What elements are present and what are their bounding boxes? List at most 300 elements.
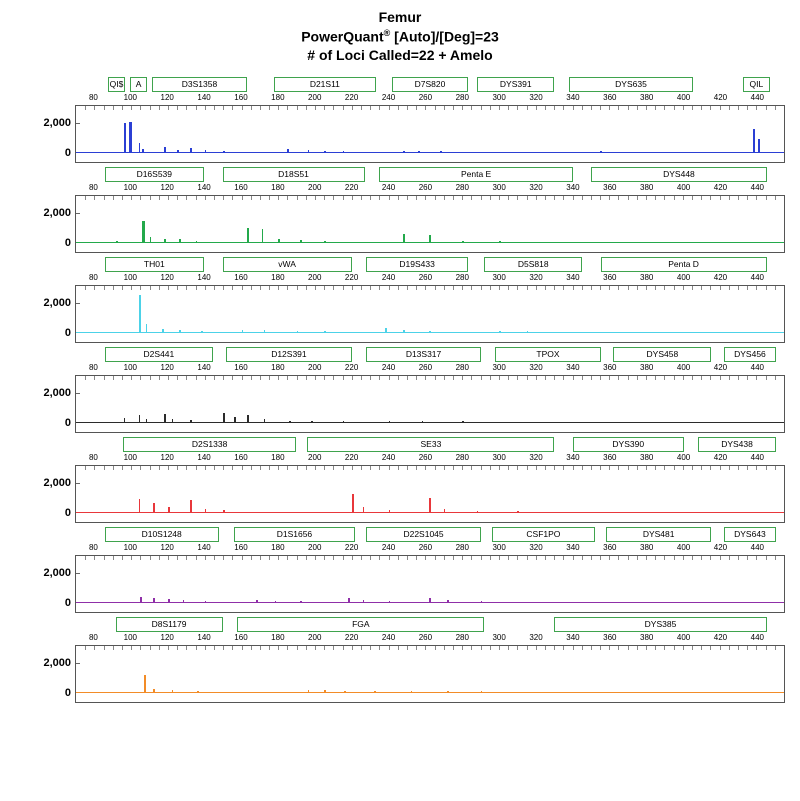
allele-peak bbox=[683, 602, 685, 604]
x-tick-label: 400 bbox=[676, 363, 691, 373]
x-axis-tick-labels bbox=[75, 453, 785, 465]
allele-peak bbox=[150, 237, 152, 243]
x-tick-label: 400 bbox=[676, 93, 691, 103]
x-tick-label: 400 bbox=[676, 453, 691, 463]
dye-panel-4 bbox=[0, 347, 800, 437]
locus-strip bbox=[75, 257, 785, 273]
x-tick-label: 400 bbox=[676, 183, 691, 193]
x-tick-label: 180 bbox=[271, 363, 285, 373]
x-tick-label: 400 bbox=[676, 633, 691, 643]
x-tick-label: 200 bbox=[308, 633, 322, 643]
allele-peak bbox=[758, 139, 760, 153]
allele-peak bbox=[197, 691, 199, 693]
allele-peak bbox=[573, 692, 575, 694]
allele-peak bbox=[223, 510, 225, 513]
allele-peak bbox=[190, 420, 192, 423]
allele-peak bbox=[499, 422, 501, 424]
trace-baseline bbox=[76, 422, 784, 423]
allele-peak bbox=[363, 600, 365, 604]
x-tick-label: 140 bbox=[197, 183, 211, 193]
x-axis-tick-labels bbox=[75, 633, 785, 645]
allele-peak bbox=[582, 422, 584, 424]
x-tick-label: 280 bbox=[455, 183, 469, 193]
allele-peak bbox=[447, 691, 449, 693]
plot-wrapper bbox=[30, 645, 785, 703]
locus-box-d2s1338[interactable]: D2S1338 bbox=[123, 437, 296, 452]
x-tick-label: 80 bbox=[88, 633, 98, 643]
x-tick-label: 200 bbox=[308, 363, 322, 373]
x-tick-label: 100 bbox=[123, 183, 137, 193]
x-tick-label: 140 bbox=[197, 633, 211, 643]
plot-wrapper bbox=[30, 195, 785, 253]
allele-peak bbox=[201, 331, 203, 334]
x-tick-label: 340 bbox=[566, 93, 580, 103]
x-tick-label: 100 bbox=[123, 543, 137, 553]
y-tick-label-0: 0 bbox=[64, 236, 71, 249]
locus-box-dys458[interactable]: DYS458 bbox=[613, 347, 711, 362]
allele-peak bbox=[139, 499, 141, 514]
x-tick-label: 400 bbox=[676, 543, 691, 553]
loci-called-line: # of Loci Called=22 + Amelo bbox=[307, 47, 493, 64]
allele-peak bbox=[447, 600, 449, 603]
locus-strip bbox=[75, 167, 785, 183]
allele-peak bbox=[411, 691, 413, 693]
y-axis-labels bbox=[30, 195, 75, 253]
x-tick-label: 320 bbox=[529, 183, 543, 193]
locus-box-dys438[interactable]: DYS438 bbox=[698, 437, 775, 452]
allele-peak bbox=[205, 601, 207, 603]
dye-panel-2 bbox=[0, 167, 800, 257]
locus-box-dys643[interactable]: DYS643 bbox=[724, 527, 776, 542]
x-tick-label: 120 bbox=[160, 633, 174, 643]
allele-peak bbox=[462, 241, 464, 243]
x-tick-label: 200 bbox=[308, 543, 322, 553]
allele-peak bbox=[177, 150, 179, 153]
x-tick-label: 380 bbox=[640, 633, 654, 643]
x-tick-label: 320 bbox=[529, 273, 543, 283]
x-tick-label: 300 bbox=[492, 633, 506, 643]
x-tick-label: 80 bbox=[88, 183, 98, 193]
allele-peak bbox=[683, 332, 685, 334]
x-tick-label: 140 bbox=[197, 363, 211, 373]
allele-peak bbox=[324, 331, 326, 333]
x-tick-label: 300 bbox=[492, 543, 506, 553]
x-tick-label: 240 bbox=[381, 543, 396, 553]
allele-peak bbox=[429, 598, 431, 603]
allele-peak bbox=[418, 151, 420, 153]
x-tick-label: 320 bbox=[529, 93, 543, 103]
allele-peak bbox=[196, 241, 198, 243]
x-tick-label: 220 bbox=[344, 453, 359, 463]
allele-peak bbox=[344, 691, 346, 694]
panel-stack bbox=[0, 77, 800, 707]
top-tickmarks bbox=[76, 466, 784, 472]
dye-panel-6 bbox=[0, 527, 800, 617]
x-tick-label: 220 bbox=[344, 363, 359, 373]
locus-box-a[interactable]: A bbox=[130, 77, 147, 92]
x-tick-label: 280 bbox=[455, 273, 469, 283]
allele-peak bbox=[352, 494, 354, 513]
x-tick-label: 380 bbox=[640, 363, 654, 373]
trace-baseline bbox=[76, 692, 784, 693]
locus-box-dys448[interactable]: DYS448 bbox=[591, 167, 766, 182]
allele-peak bbox=[153, 598, 155, 603]
plot-wrapper bbox=[30, 105, 785, 163]
allele-peak bbox=[190, 148, 192, 153]
allele-peak bbox=[172, 690, 174, 693]
y-axis-labels bbox=[30, 645, 75, 703]
trace-plot-2[interactable] bbox=[75, 195, 785, 253]
locus-box-dys385[interactable]: DYS385 bbox=[554, 617, 766, 632]
top-tickmarks bbox=[76, 196, 784, 202]
locus-box-d18s51[interactable]: D18S51 bbox=[223, 167, 365, 182]
allele-peak bbox=[499, 152, 501, 154]
x-tick-label: 160 bbox=[234, 183, 248, 193]
x-tick-label: 300 bbox=[492, 93, 506, 103]
x-tick-label: 220 bbox=[344, 273, 359, 283]
allele-peak bbox=[179, 239, 181, 243]
allele-peak bbox=[664, 422, 666, 424]
trace-plot-5[interactable] bbox=[75, 465, 785, 523]
allele-peak bbox=[527, 331, 529, 333]
allele-peak bbox=[440, 151, 442, 153]
title-block bbox=[0, 0, 800, 65]
allele-peak bbox=[190, 500, 192, 514]
allele-peak bbox=[389, 601, 391, 603]
allele-peak bbox=[609, 602, 611, 604]
x-axis-tick-labels bbox=[75, 93, 785, 105]
allele-peak bbox=[153, 689, 155, 694]
top-tickmarks bbox=[76, 556, 784, 562]
allele-peak bbox=[324, 241, 326, 243]
trace-plot-7[interactable] bbox=[75, 645, 785, 703]
x-tick-label: 260 bbox=[418, 543, 433, 553]
x-tick-label: 360 bbox=[603, 363, 617, 373]
x-tick-label: 340 bbox=[566, 453, 580, 463]
registered-mark: ® bbox=[383, 27, 391, 38]
y-axis-labels bbox=[30, 465, 75, 523]
allele-peak bbox=[311, 421, 313, 423]
allele-peak bbox=[324, 151, 326, 153]
allele-peak bbox=[297, 331, 299, 333]
allele-peak bbox=[308, 150, 310, 154]
x-tick-label: 420 bbox=[713, 183, 728, 193]
allele-peak bbox=[403, 330, 405, 333]
x-tick-label: 240 bbox=[381, 633, 396, 643]
locus-box-d10s1248[interactable]: D10S1248 bbox=[105, 527, 219, 542]
allele-peak bbox=[223, 413, 225, 424]
x-tick-label: 420 bbox=[713, 273, 728, 283]
locus-strip bbox=[75, 617, 785, 633]
top-tickmarks bbox=[76, 376, 784, 382]
x-tick-label: 280 bbox=[455, 93, 469, 103]
locus-box-dys391[interactable]: DYS391 bbox=[477, 77, 554, 92]
x-tick-label: 280 bbox=[455, 453, 469, 463]
allele-peak bbox=[146, 419, 148, 424]
allele-peak bbox=[116, 241, 118, 244]
allele-peak bbox=[499, 241, 501, 243]
allele-peak bbox=[429, 498, 431, 513]
locus-box-dys481[interactable]: DYS481 bbox=[606, 527, 711, 542]
locus-box-d16s539[interactable]: D16S539 bbox=[105, 167, 205, 182]
locus-box-d2s441[interactable]: D2S441 bbox=[105, 347, 214, 362]
x-tick-label: 120 bbox=[160, 183, 174, 193]
locus-box-vwa[interactable]: vWA bbox=[223, 257, 352, 272]
x-tick-label: 380 bbox=[640, 183, 654, 193]
x-tick-label: 440 bbox=[750, 453, 765, 463]
x-tick-label: 80 bbox=[88, 273, 98, 283]
plot-wrapper bbox=[30, 465, 785, 523]
locus-strip bbox=[75, 347, 785, 363]
plot-wrapper bbox=[30, 285, 785, 343]
allele-peak bbox=[477, 511, 479, 514]
allele-peak bbox=[278, 239, 280, 244]
x-tick-label: 420 bbox=[713, 93, 728, 103]
x-tick-label: 180 bbox=[271, 633, 285, 643]
locus-box-dys456[interactable]: DYS456 bbox=[724, 347, 776, 362]
allele-peak bbox=[205, 150, 207, 153]
x-tick-label: 200 bbox=[308, 273, 322, 283]
x-tick-label: 280 bbox=[455, 543, 469, 553]
allele-peak bbox=[247, 415, 249, 423]
allele-peak bbox=[139, 295, 141, 333]
x-tick-label: 320 bbox=[529, 633, 543, 643]
allele-peak bbox=[753, 129, 755, 154]
subtitle-suffix: [Auto]/[Deg]=23 bbox=[390, 28, 499, 45]
allele-peak bbox=[403, 151, 405, 154]
x-tick-label: 240 bbox=[381, 183, 396, 193]
trace-plot-3[interactable] bbox=[75, 285, 785, 343]
allele-peak bbox=[720, 422, 722, 424]
locus-box-d7s820[interactable]: D7S820 bbox=[392, 77, 468, 92]
allele-peak bbox=[363, 507, 365, 513]
x-tick-label: 380 bbox=[640, 453, 654, 463]
subtitle-powerquant bbox=[0, 27, 800, 47]
x-tick-label: 340 bbox=[566, 633, 580, 643]
x-tick-label: 260 bbox=[418, 183, 433, 193]
y-tick-label-0: 0 bbox=[64, 596, 71, 609]
x-tick-label: 160 bbox=[234, 543, 248, 553]
allele-peak bbox=[256, 600, 258, 603]
x-tick-label: 420 bbox=[713, 363, 728, 373]
y-tick-label-0: 0 bbox=[64, 326, 71, 339]
locus-box-dys390[interactable]: DYS390 bbox=[573, 437, 684, 452]
trace-plot-1[interactable] bbox=[75, 105, 785, 163]
x-tick-label: 100 bbox=[123, 273, 137, 283]
x-tick-label: 280 bbox=[455, 633, 469, 643]
locus-box-fga[interactable]: FGA bbox=[237, 617, 484, 632]
allele-peak bbox=[162, 329, 164, 334]
allele-peak bbox=[164, 147, 166, 153]
allele-peak bbox=[517, 511, 519, 513]
x-tick-label: 340 bbox=[566, 183, 580, 193]
allele-peak bbox=[422, 421, 424, 423]
x-tick-label: 300 bbox=[492, 183, 506, 193]
locus-box-se33[interactable]: SE33 bbox=[307, 437, 554, 452]
allele-peak bbox=[429, 235, 431, 244]
x-tick-label: 120 bbox=[160, 363, 174, 373]
x-tick-label: 300 bbox=[492, 363, 506, 373]
y-tick-label-0: 0 bbox=[64, 686, 71, 699]
allele-peak bbox=[139, 415, 141, 424]
dye-panel-3 bbox=[0, 257, 800, 347]
x-tick-label: 160 bbox=[234, 453, 248, 463]
x-tick-label: 220 bbox=[344, 543, 359, 553]
x-tick-label: 320 bbox=[529, 363, 543, 373]
allele-peak bbox=[481, 691, 483, 693]
allele-peak bbox=[264, 419, 266, 423]
x-tick-label: 300 bbox=[492, 273, 506, 283]
x-tick-label: 200 bbox=[308, 183, 322, 193]
locus-box-penta-e[interactable]: Penta E bbox=[379, 167, 573, 182]
locus-box-qi-[interactable]: QI$ bbox=[108, 77, 125, 92]
allele-peak bbox=[403, 234, 405, 244]
allele-peak bbox=[262, 229, 264, 243]
x-tick-label: 160 bbox=[234, 273, 248, 283]
trace-plot-6[interactable] bbox=[75, 555, 785, 613]
x-tick-label: 120 bbox=[160, 543, 174, 553]
y-tick-label-2000: 2,000 bbox=[43, 386, 71, 399]
x-tick-label: 400 bbox=[676, 273, 691, 283]
locus-box-penta-d[interactable]: Penta D bbox=[601, 257, 767, 272]
dye-panel-5 bbox=[0, 437, 800, 527]
x-tick-label: 160 bbox=[234, 633, 248, 643]
x-axis-tick-labels bbox=[75, 273, 785, 285]
y-axis-labels bbox=[30, 555, 75, 613]
x-tick-label: 100 bbox=[123, 453, 137, 463]
allele-peak bbox=[234, 417, 236, 423]
allele-peak bbox=[499, 331, 501, 333]
x-tick-label: 440 bbox=[750, 93, 765, 103]
x-tick-label: 440 bbox=[750, 633, 765, 643]
locus-box-csf1po[interactable]: CSF1PO bbox=[492, 527, 595, 542]
y-tick-label-2000: 2,000 bbox=[43, 296, 71, 309]
locus-strip bbox=[75, 77, 785, 93]
allele-peak bbox=[146, 324, 148, 333]
x-tick-label: 220 bbox=[344, 183, 359, 193]
trace-plot-4[interactable] bbox=[75, 375, 785, 433]
x-tick-label: 200 bbox=[308, 453, 322, 463]
x-tick-label: 240 bbox=[381, 93, 396, 103]
x-tick-label: 180 bbox=[271, 273, 285, 283]
y-axis-labels bbox=[30, 285, 75, 343]
locus-box-dys635[interactable]: DYS635 bbox=[569, 77, 693, 92]
allele-peak bbox=[242, 330, 244, 334]
locus-box-qil[interactable]: QIL bbox=[743, 77, 771, 92]
allele-peak bbox=[168, 507, 170, 513]
allele-peak bbox=[223, 151, 225, 154]
allele-peak bbox=[140, 597, 142, 603]
x-tick-label: 220 bbox=[344, 633, 359, 643]
allele-peak bbox=[300, 601, 302, 603]
allele-peak bbox=[631, 152, 633, 154]
x-tick-label: 140 bbox=[197, 273, 211, 283]
allele-peak bbox=[389, 421, 391, 423]
x-tick-label: 360 bbox=[603, 453, 617, 463]
allele-peak bbox=[289, 421, 291, 424]
x-tick-label: 120 bbox=[160, 93, 174, 103]
allele-peak bbox=[153, 503, 155, 514]
x-tick-label: 320 bbox=[529, 543, 543, 553]
locus-box-d19s433[interactable]: D19S433 bbox=[366, 257, 467, 272]
plot-wrapper bbox=[30, 555, 785, 613]
x-tick-label: 180 bbox=[271, 453, 285, 463]
allele-peak bbox=[389, 510, 391, 513]
x-tick-label: 80 bbox=[88, 543, 98, 553]
locus-box-th01[interactable]: TH01 bbox=[105, 257, 205, 272]
allele-peak bbox=[628, 332, 630, 334]
allele-peak bbox=[374, 691, 376, 693]
allele-peak bbox=[142, 221, 144, 243]
allele-peak bbox=[183, 600, 185, 603]
top-tickmarks bbox=[76, 106, 784, 112]
x-tick-label: 420 bbox=[713, 453, 728, 463]
x-tick-label: 360 bbox=[603, 93, 617, 103]
x-tick-label: 180 bbox=[271, 93, 285, 103]
x-axis-tick-labels bbox=[75, 363, 785, 375]
allele-peak bbox=[600, 151, 602, 153]
allele-peak bbox=[124, 418, 126, 423]
locus-box-d1s1656[interactable]: D1S1656 bbox=[234, 527, 356, 542]
allele-peak bbox=[264, 330, 266, 333]
allele-peak bbox=[532, 152, 534, 154]
locus-box-d8s1179[interactable]: D8S1179 bbox=[116, 617, 223, 632]
x-tick-label: 440 bbox=[750, 183, 765, 193]
dye-panel-7 bbox=[0, 617, 800, 707]
locus-box-d21s11[interactable]: D21S11 bbox=[274, 77, 375, 92]
allele-peak bbox=[142, 149, 144, 154]
allele-peak bbox=[164, 239, 166, 244]
x-tick-label: 340 bbox=[566, 363, 580, 373]
locus-box-tpox[interactable]: TPOX bbox=[495, 347, 600, 362]
x-tick-label: 380 bbox=[640, 543, 654, 553]
locus-box-d5s818[interactable]: D5S818 bbox=[484, 257, 582, 272]
allele-peak bbox=[554, 242, 556, 244]
x-tick-label: 280 bbox=[455, 363, 469, 373]
allele-peak bbox=[124, 123, 126, 153]
y-tick-label-2000: 2,000 bbox=[43, 566, 71, 579]
x-tick-label: 120 bbox=[160, 453, 174, 463]
x-tick-label: 360 bbox=[603, 633, 617, 643]
y-axis-labels bbox=[30, 105, 75, 163]
allele-peak bbox=[164, 414, 166, 424]
x-tick-label: 240 bbox=[381, 363, 396, 373]
allele-peak bbox=[172, 419, 174, 423]
x-tick-label: 380 bbox=[640, 273, 654, 283]
x-tick-label: 240 bbox=[381, 273, 396, 283]
allele-peak bbox=[247, 228, 249, 243]
locus-box-d3s1358[interactable]: D3S1358 bbox=[152, 77, 246, 92]
x-tick-label: 180 bbox=[271, 543, 285, 553]
x-tick-label: 260 bbox=[418, 633, 433, 643]
x-tick-label: 100 bbox=[123, 633, 137, 643]
allele-peak bbox=[308, 690, 310, 694]
x-tick-label: 100 bbox=[123, 363, 137, 373]
allele-peak bbox=[205, 509, 207, 514]
locus-box-d12s391[interactable]: D12S391 bbox=[226, 347, 351, 362]
locus-strip bbox=[75, 437, 785, 453]
allele-peak bbox=[287, 149, 289, 153]
x-tick-label: 440 bbox=[750, 363, 765, 373]
locus-box-d22s1045[interactable]: D22S1045 bbox=[366, 527, 480, 542]
y-tick-label-0: 0 bbox=[64, 146, 71, 159]
locus-box-d13s317[interactable]: D13S317 bbox=[366, 347, 480, 362]
allele-peak bbox=[646, 242, 648, 244]
top-tickmarks bbox=[76, 646, 784, 652]
x-tick-label: 340 bbox=[566, 273, 580, 283]
x-axis-tick-labels bbox=[75, 543, 785, 555]
y-tick-label-0: 0 bbox=[64, 416, 71, 429]
